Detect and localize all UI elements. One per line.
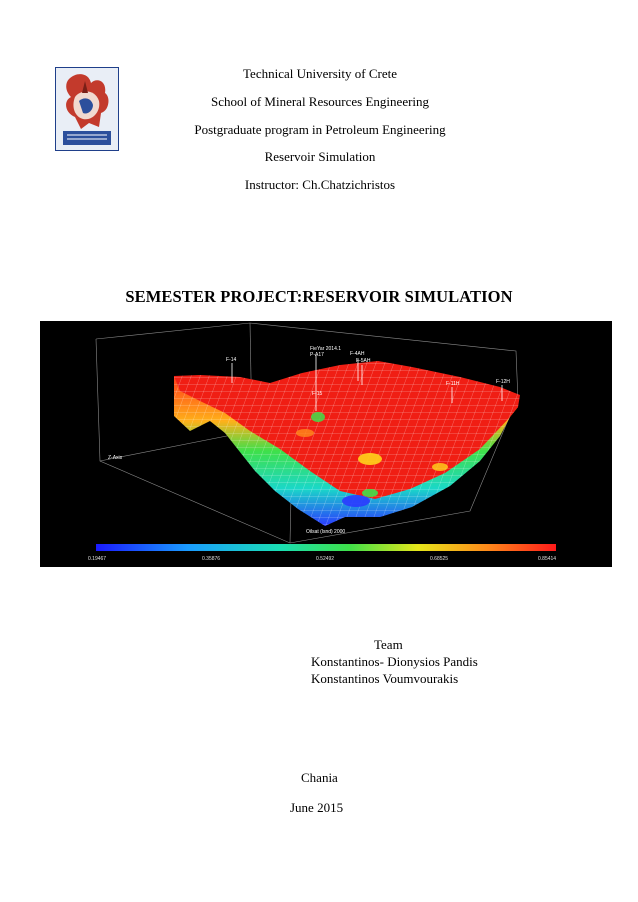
university-logo bbox=[55, 67, 119, 151]
team-member: Konstantinos- Dionysios Pandis bbox=[311, 654, 478, 669]
colorbar-tick: 0.35876 bbox=[202, 556, 221, 562]
axis-label: Z-Axis bbox=[108, 455, 123, 461]
colorbar-tick: 0.68525 bbox=[430, 556, 449, 562]
instructor-name: Instructor: Ch.Chatzichristos bbox=[244, 177, 396, 192]
team-heading: Team bbox=[374, 637, 403, 652]
team-member: Konstantinos Voumvourakis bbox=[311, 671, 459, 686]
date: June 2015 bbox=[290, 800, 344, 815]
program-name: Postgraduate program in Petroleum Engineering bbox=[194, 122, 446, 137]
well-label: F-12H bbox=[496, 379, 510, 385]
info-label: Oilsat (lsnd) 2000 bbox=[306, 529, 346, 535]
well-label: F-14 bbox=[226, 357, 237, 363]
colorbar-tick: 0.52492 bbox=[316, 556, 335, 562]
reservoir-figure bbox=[40, 321, 612, 567]
colorbar-tick: 0.19467 bbox=[88, 556, 107, 562]
well-label: F-4AH bbox=[350, 351, 365, 357]
school-name: School of Mineral Resources Engineering bbox=[210, 94, 430, 109]
well-label: FieYar 2014.1 bbox=[310, 346, 342, 352]
colorbar bbox=[96, 544, 556, 551]
university-name: Technical University of Crete bbox=[243, 66, 397, 81]
colorbar-tick: 0.85414 bbox=[538, 556, 557, 562]
well-label: F-15 bbox=[312, 391, 323, 397]
well-label: F-5AH bbox=[356, 358, 371, 364]
city: Chania bbox=[301, 770, 338, 785]
well-label: P-A17 bbox=[310, 352, 324, 358]
well-label: F-11H bbox=[446, 381, 460, 387]
team-block bbox=[300, 636, 478, 687]
project-title: SEMESTER PROJECT:RESERVOIR SIMULATION bbox=[125, 287, 513, 306]
course-name: Reservoir Simulation bbox=[264, 149, 376, 164]
